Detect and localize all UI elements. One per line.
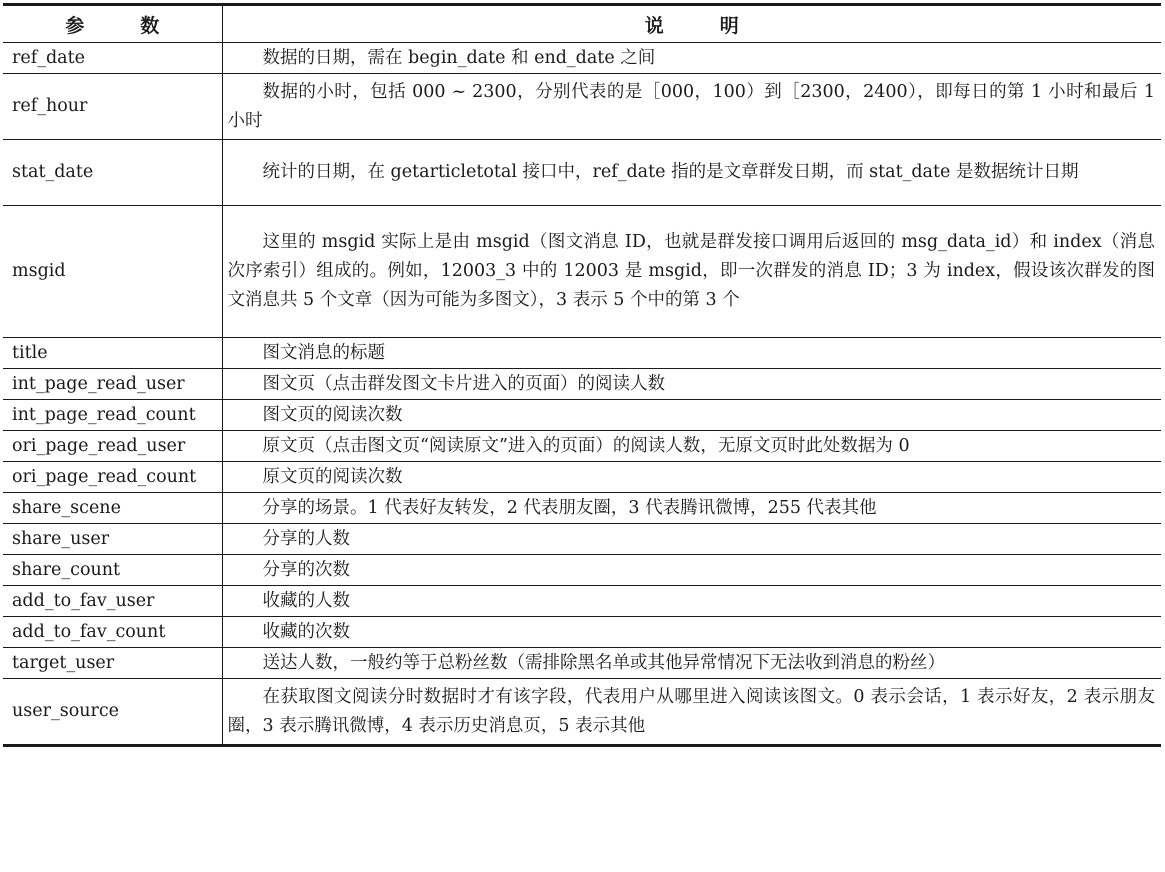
table-row [3,648,1161,679]
param-description: 在获取图文阅读分时数据时才有该字段，代表用户从哪里进入阅读该图文。0 表示会话，1 表示好友，2 表示朋友圈，3 表示腾讯微博，4 表示历史消息页，5 表示其他 [227,686,1155,736]
header-description-char-2: 明 [719,14,739,37]
header-parameter-char-1: 参 [65,14,85,37]
param-name: stat_date [3,140,222,206]
header-description [222,5,1161,43]
table-row [3,679,1161,746]
param-description: 收藏的次数 [222,617,1161,648]
param-description: 原文页（点击图文页“阅读原文”进入的页面）的阅读人数，无原文页时此处数据为 0 [222,431,1161,462]
param-name: share_scene [3,493,222,524]
table-row [3,462,1161,493]
param-description: 送达人数，一般约等于总粉丝数（需排除黑名单或其他异常情况下无法收到消息的粉丝） [222,648,1161,679]
table-row [3,555,1161,586]
param-name: ori_page_read_user [3,431,222,462]
param-description: 图文消息的标题 [222,338,1161,369]
param-name: share_count [3,555,222,586]
table-row [3,586,1161,617]
param-name: add_to_fav_count [3,617,222,648]
header-parameter [3,5,222,43]
table-row [3,43,1161,74]
param-name: ref_date [3,43,222,74]
param-description: 收藏的人数 [222,586,1161,617]
param-name: ori_page_read_count [3,462,222,493]
param-description: 图文页（点击群发图文卡片进入的页面）的阅读人数 [222,369,1161,400]
param-description: 分享的次数 [222,555,1161,586]
param-description: 分享的场景。1 代表好友转发，2 代表朋友圈，3 代表腾讯微博，255 代表其他 [222,493,1161,524]
header-description-char-1: 说 [644,14,664,37]
table-row [3,617,1161,648]
table-row [3,74,1161,140]
table-row [3,140,1161,206]
param-name: target_user [3,648,222,679]
parameter-table-container [3,3,1161,747]
param-description: 分享的人数 [222,524,1161,555]
table-row [3,524,1161,555]
param-name: msgid [3,206,222,338]
param-name: add_to_fav_user [3,586,222,617]
table-row [3,400,1161,431]
parameter-table [3,3,1161,747]
param-name: int_page_read_user [3,369,222,400]
param-description: 原文页的阅读次数 [222,462,1161,493]
param-name: user_source [3,679,222,746]
header-parameter-char-2: 数 [140,14,160,37]
param-description: 数据的小时，包括 000 ~ 2300，分别代表的是［000，100）到［2300，2400），即每日的第 1 小时和最后 1 小时 [222,74,1161,140]
table-row [3,493,1161,524]
table-row [3,369,1161,400]
param-description: 数据的日期，需在 begin_date 和 end_date 之间 [222,43,1161,74]
table-row [3,338,1161,369]
param-name: title [3,338,222,369]
param-name: share_user [3,524,222,555]
param-name: int_page_read_count [3,400,222,431]
param-description: 图文页的阅读次数 [222,400,1161,431]
table-header-row [3,5,1161,43]
param-name: ref_hour [3,74,222,140]
table-row [3,431,1161,462]
table-row [3,206,1161,338]
param-description: 统计的日期，在 getarticletotal 接口中，ref_date 指的是文章群发日期，而 stat_date 是数据统计日期 [222,140,1161,206]
param-description: 这里的 msgid 实际上是由 msgid（图文消息 ID，也就是群发接口调用后返回的 msg_data_id）和 index（消息次序索引）组成的。例如，12003_3 中的 12003 是 msgid，即一次群发的消息 ID；3 为 index，假设该次群发的图文消息共 5 个文章（因为可能为多图文），3 表示 5 个中的第 3 个 [222,206,1161,338]
